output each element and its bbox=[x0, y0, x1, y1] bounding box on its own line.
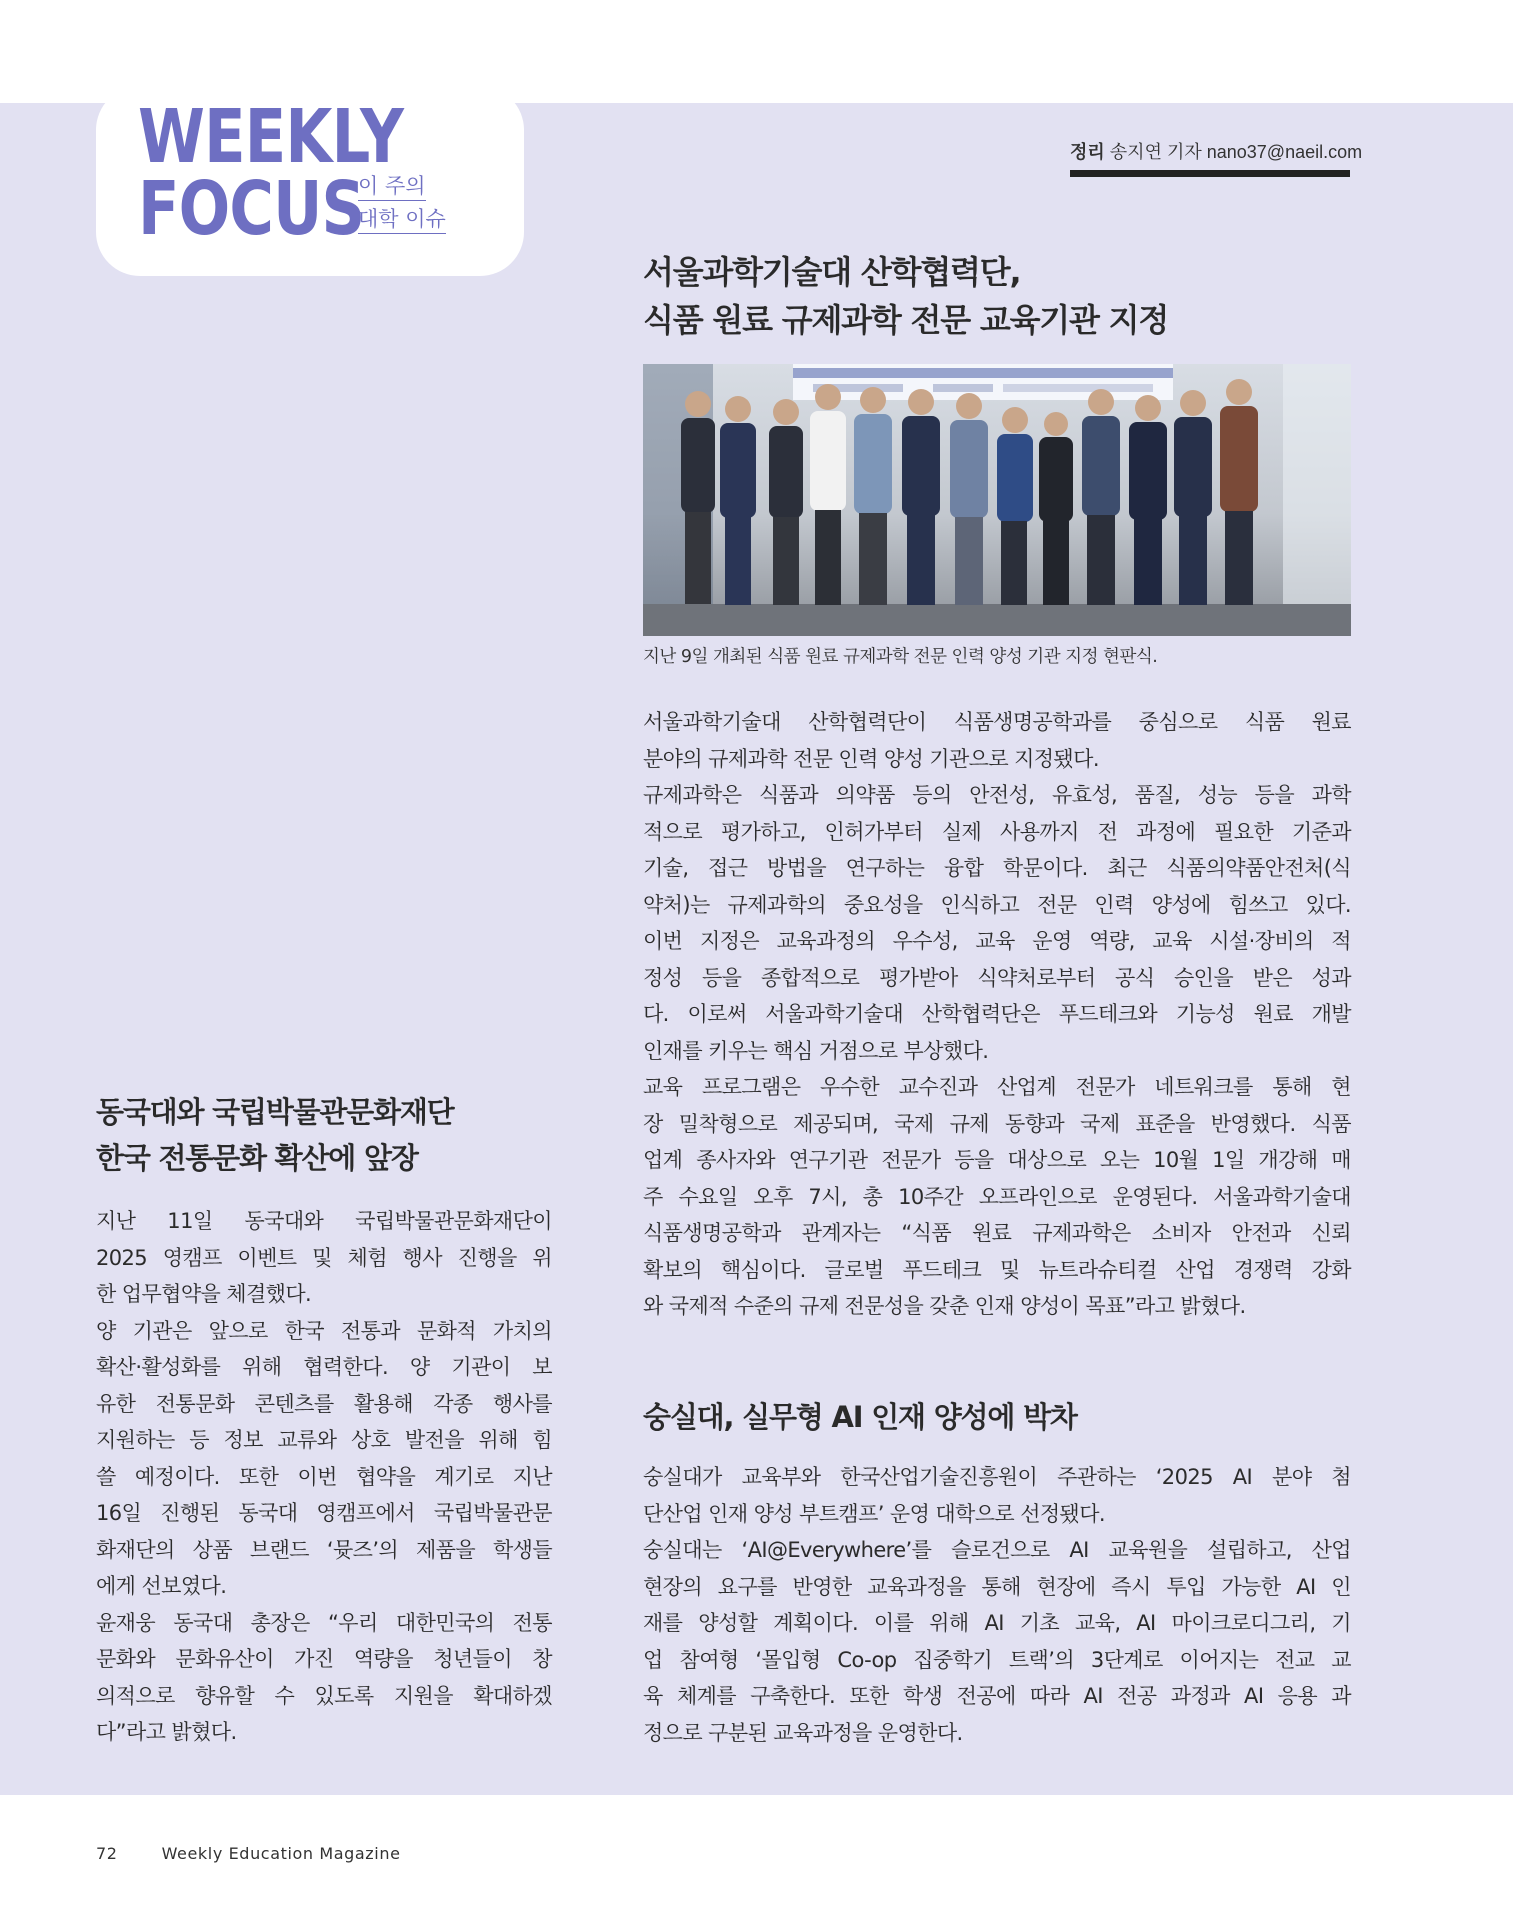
body-line: 적으로 평가하고, 인허가부터 실제 사용까지 전 과정에 필요한 기준과 bbox=[643, 819, 1351, 844]
event-photo bbox=[643, 364, 1351, 636]
body-line: 인재를 키우는 핵심 거점으로 부상했다. bbox=[643, 1038, 989, 1063]
body-line: 다. 이로써 서울과학기술대 산학협력단은 푸드테크와 기능성 원료 개발 bbox=[643, 1002, 1351, 1026]
body-line: 양 기관은 앞으로 한국 전통과 문화적 가치의 bbox=[96, 1318, 552, 1343]
body-line: 윤재웅 동국대 총장은 “우리 대한민국의 전통 bbox=[96, 1610, 552, 1635]
article3-body bbox=[643, 1459, 1351, 1751]
magazine-name: Weekly Education Magazine bbox=[161, 1844, 401, 1863]
body-line: 업계 종사자와 연구기관 전문가 등을 대상으로 오는 10월 1일 개강해 매 bbox=[643, 1148, 1351, 1172]
byline-rule bbox=[1070, 170, 1350, 177]
logo-subtitle-line2: 대학 이슈 bbox=[358, 209, 446, 234]
headline-line: 동국대와 국립박물관문화재단 bbox=[96, 1095, 454, 1129]
body-line: 교육 프로그램은 우수한 교수진과 산업계 전문가 네트워크를 통해 현 bbox=[643, 1075, 1351, 1099]
article2-headline bbox=[96, 1089, 453, 1181]
body-line: 와 국제적 수준의 규제 전문성을 갖춘 인재 양성이 목표”라고 밝혔다. bbox=[643, 1294, 1246, 1318]
byline-text: 송지연 기자 nano37@naeil.com bbox=[1109, 142, 1363, 162]
body-line: 지원하는 등 정보 교류와 상호 발전을 위해 힘 bbox=[96, 1428, 552, 1452]
byline bbox=[1070, 138, 1363, 164]
body-line: 지난 11일 동국대와 국립박물관문화재단이 bbox=[96, 1209, 552, 1233]
page-footer bbox=[96, 1844, 401, 1863]
body-line: 재를 양성할 계획이다. 이를 위해 AI 기초 교육, AI 마이크로디그리, 기 bbox=[643, 1611, 1351, 1635]
headline-line: 식품 원료 규제과학 전문 교육기관 지정 bbox=[643, 301, 1169, 339]
body-line: 규제과학은 식품과 의약품 등의 안전성, 유효성, 품질, 성능 등을 과학 bbox=[643, 783, 1351, 807]
headline-line: 숭실대, 실무형 AI 인재 양성에 박차 bbox=[643, 1400, 1077, 1434]
body-line: 확보의 핵심이다. 글로벌 푸드테크 및 뉴트라슈티컬 산업 경쟁력 강화 bbox=[643, 1257, 1351, 1282]
body-line: 이번 지정은 교육과정의 우수성, 교육 운영 역량, 교육 시설·장비의 적 bbox=[643, 929, 1351, 953]
body-line: 화재단의 상품 브랜드 ‘뮷즈’의 제품을 학생들 bbox=[96, 1537, 552, 1562]
body-line: 약처)는 규제과학의 중요성을 인식하고 전문 인력 양성에 힘쓰고 있다. bbox=[643, 892, 1351, 917]
body-line: 업 참여형 ‘몰입형 Co-op 집중학기 트랙’의 3단계로 이어지는 전교 교 bbox=[643, 1647, 1351, 1672]
body-line: 의적으로 향유할 수 있도록 지원을 확대하겠 bbox=[96, 1683, 552, 1708]
body-line: 문화와 문화유산이 가진 역량을 청년들이 창 bbox=[96, 1647, 552, 1671]
body-line: 정으로 구분된 교육과정을 운영한다. bbox=[643, 1720, 963, 1745]
body-line: 쓸 예정이다. 또한 이번 협약을 계기로 지난 bbox=[96, 1464, 552, 1489]
headline-line: 한국 전통문화 확산에 앞장 bbox=[96, 1141, 418, 1175]
body-line: 16일 진행된 동국대 영캠프에서 국립박물관문 bbox=[96, 1501, 552, 1525]
body-line: 기술, 접근 방법을 연구하는 융합 학문이다. 최근 식품의약품안전처(식 bbox=[643, 856, 1351, 880]
headline-line: 서울과학기술대 산학협력단, bbox=[643, 253, 1021, 291]
article2-body bbox=[96, 1203, 552, 1751]
body-line: 다”라고 밝혔다. bbox=[96, 1720, 237, 1744]
body-line: 한 업무협약을 체결했다. bbox=[96, 1282, 312, 1306]
body-line: 서울과학기술대 산학협력단이 식품생명공학과를 중심으로 식품 원료 bbox=[643, 710, 1351, 734]
logo-subtitle-line1: 이 주의 bbox=[358, 176, 426, 201]
page-number: 72 bbox=[96, 1844, 118, 1863]
body-line: 에게 선보였다. bbox=[96, 1574, 227, 1598]
body-line: 현장의 요구를 반영한 교육과정을 통해 현장에 즉시 투입 가능한 AI 인 bbox=[643, 1574, 1351, 1599]
logo-focus: FOCUS bbox=[138, 166, 365, 252]
body-line: 주 수요일 오후 7시, 총 10주간 오프라인으로 운영된다. 서울과학기술대 bbox=[643, 1184, 1351, 1209]
body-line: 숭실대가 교육부와 한국산업기술진흥원이 주관하는 ‘2025 AI 분야 첨 bbox=[643, 1465, 1351, 1489]
article3-headline bbox=[643, 1394, 1077, 1440]
photo-caption: 지난 9일 개최된 식품 원료 규제과학 전문 인력 양성 기관 지정 현판식. bbox=[643, 647, 1158, 667]
body-line: 유한 전통문화 콘텐츠를 활용해 각종 행사를 bbox=[96, 1391, 552, 1416]
body-line: 장 밀착형으로 제공되며, 국제 규제 동향과 국제 표준을 반영했다. 식품 bbox=[643, 1111, 1351, 1136]
body-line: 2025 영캠프 이벤트 및 체험 행사 진행을 위 bbox=[96, 1245, 552, 1270]
byline-label: 정리 bbox=[1070, 142, 1105, 162]
body-line: 육 체계를 구축한다. 또한 학생 전공에 따라 AI 전공 과정과 AI 응용 과 bbox=[643, 1684, 1351, 1708]
body-line: 숭실대는 ‘AI@Everywhere’를 슬로건으로 AI 교육원을 설립하고, 산업 bbox=[643, 1538, 1351, 1562]
article1-body bbox=[643, 704, 1351, 1325]
body-line: 단산업 인재 양성 부트캠프’ 운영 대학으로 선정됐다. bbox=[643, 1501, 1106, 1526]
body-line: 분야의 규제과학 전문 인력 양성 기관으로 지정됐다. bbox=[643, 746, 1099, 771]
body-line: 식품생명공학과 관계자는 “식품 원료 규제과학은 소비자 안전과 신뢰 bbox=[643, 1221, 1351, 1245]
logo-weekly: WEEKLY bbox=[138, 94, 404, 180]
body-line: 확산·활성화를 위해 협력한다. 양 기관이 보 bbox=[96, 1355, 552, 1379]
body-line: 정성 등을 종합적으로 평가받아 식약처로부터 공식 승인을 받은 성과 bbox=[643, 965, 1351, 990]
article1-headline bbox=[643, 248, 1168, 344]
